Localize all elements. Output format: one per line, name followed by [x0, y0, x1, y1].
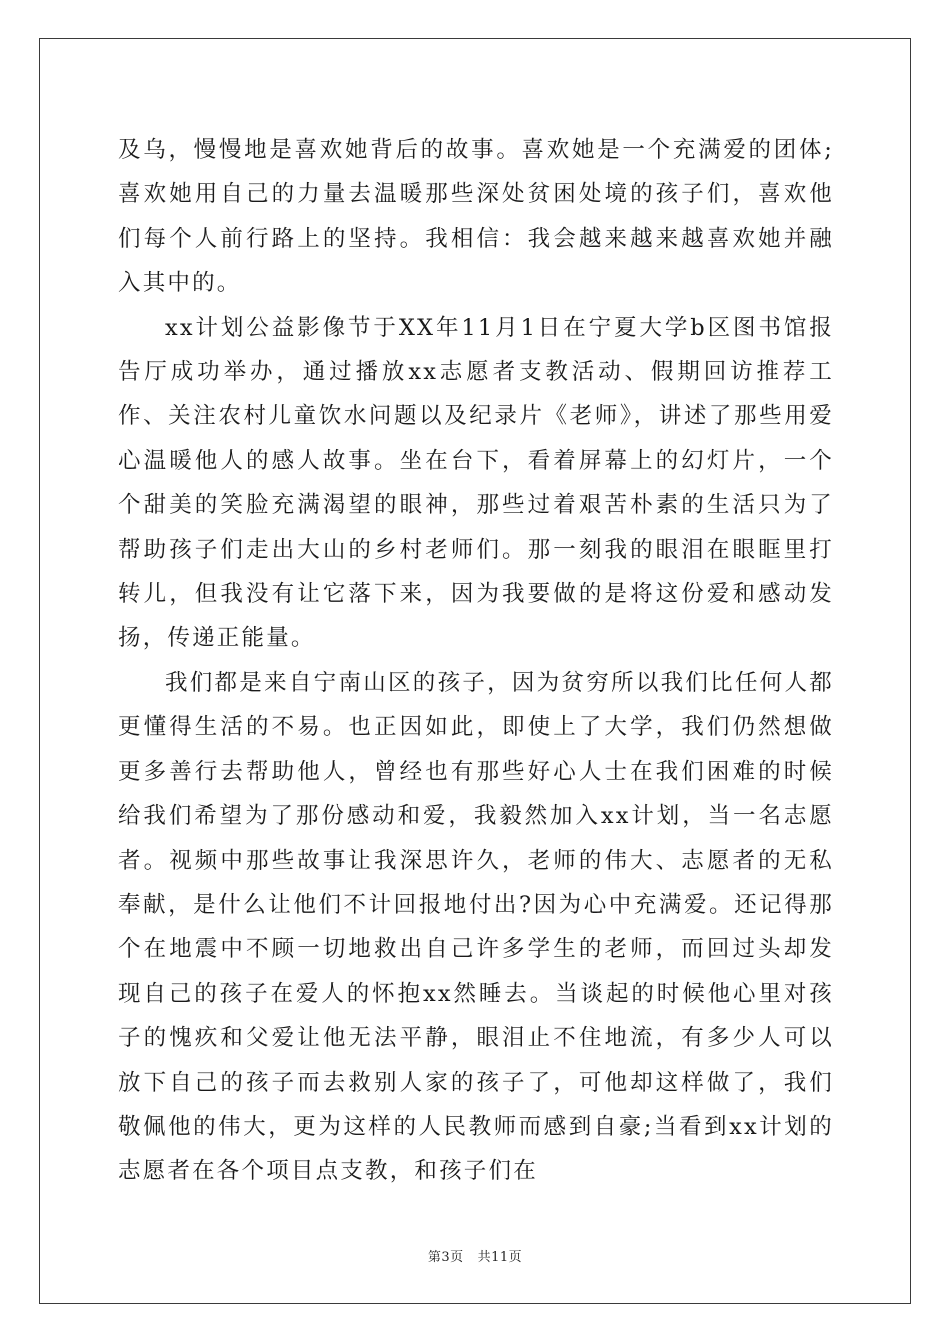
- document-body: [118, 128, 834, 1194]
- paragraph-3: 我们都是来自宁南山区的孩子，因为贫穷所以我们比任何人都更懂得生活的不易。也正因如此，即使上了大学，我们仍然想做更多善行去帮助他人，曾经也有那些好心人士在我们困难的时候给我们希望为了那份感动和爱，我毅然加入xx计划，当一名志愿者。视频中那些故事让我深思许久，老师的伟大、志愿者的无私奉献，是什么让他们不计回报地付出?因为心中充满爱。还记得那个在地震中不顾一切地救出自己许多学生的老师，而回过头却发现自己的孩子在爱人的怀抱xx然睡去。当谈起的时候他心里对孩子的愧疚和父爱让他无法平静，眼泪止不住地流，有多少人可以放下自己的孩子而去救别人家的孩子了，可他却这样做了，我们敬佩他的伟大，更为这样的人民教师而感到自豪;当看到xx计划的志愿者在各个项目点支教，和孩子们在: [118, 669, 834, 1185]
- page-number-total: 共11页: [477, 1250, 523, 1265]
- page-number-current: 第3页: [427, 1250, 464, 1265]
- paragraph-2: xx计划公益影像节于XX年11月1日在宁夏大学b区图书馆报告厅成功举办，通过播放xx志愿者支教活动、假期回访推荐工作、关注农村儿童饮水问题以及纪录片《老师》，讲述了那些用爱心温暖他人的感人故事。坐在台下，看着屏幕上的幻灯片，一个个甜美的笑脸充满渴望的眼神，那些过着艰苦朴素的生活只为了帮助孩子们走出大山的乡村老师们。那一刻我的眼泪在眼眶里打转儿，但我没有让它落下来，因为我要做的是将这份爱和感动发扬，传递正能量。: [118, 314, 834, 652]
- paragraph-1: 及乌，慢慢地是喜欢她背后的故事。喜欢她是一个充满爱的团体;喜欢她用自己的力量去温暖那些深处贫困处境的孩子们，喜欢他们每个人前行路上的坚持。我相信：我会越来越来越喜欢她并融入其中的。: [118, 137, 834, 297]
- page-footer: [0, 1246, 950, 1265]
